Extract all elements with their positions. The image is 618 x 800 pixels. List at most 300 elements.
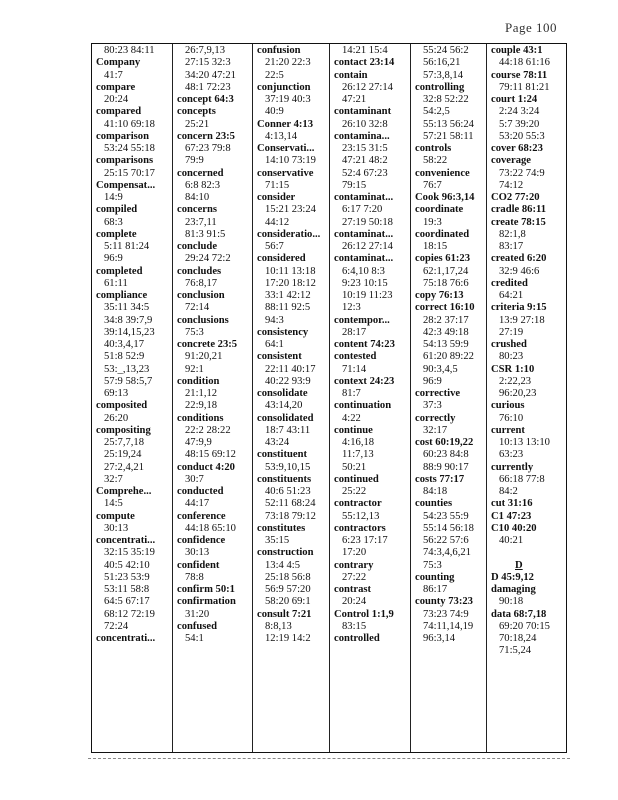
page-ref: 6:17 7:20 [342,204,383,216]
page-number: Page 100 [505,20,558,35]
index-entry: copy 76:13 [415,290,464,301]
index-entry: currently [491,461,534,473]
index-entry: conclusions [177,314,229,326]
page-ref: 54:23 55:9 [423,510,469,522]
page-ref: 14:10 73:19 [265,155,316,167]
index-entry: coordinate [415,204,464,216]
index-entry: context 24:23 [334,375,395,387]
page-ref: 44:12 [265,216,290,228]
index-column [486,44,568,752]
index-entry: Conner 4:13 [257,118,314,130]
page-ref: 55:12,13 [342,510,380,522]
page-ref: 14:21 15:4 [342,45,388,56]
page-ref: 96:9 [104,253,123,265]
index-entry: confusion [257,45,301,56]
index-entry: correct 16:10 [415,302,475,314]
page-ref: 53:20 55:3 [499,130,545,142]
index-entry: contrary [334,559,374,571]
page-ref: 32:9 46:6 [499,265,540,277]
page-ref: 96:3,14 [423,633,456,644]
page-ref: 27:19 [499,326,524,338]
page-ref: 74:12 [499,179,524,191]
index-entry: contempor... [334,314,390,326]
page-ref: 43:14,20 [265,400,303,412]
index-entry: court 1:24 [491,94,538,105]
index-entry: contaminant [334,106,392,118]
page-ref: 44:17 [185,498,210,510]
page-ref: 9:23 10:15 [342,277,388,289]
page-ref: 55:13 56:24 [423,118,474,130]
index-entry: contact 23:14 [334,57,395,69]
page-ref: 4:16,18 [342,437,375,448]
index-column [252,44,329,752]
page-ref: 37:3 [423,400,442,412]
index-entry: course 78:11 [491,69,548,81]
index-entry: considered [257,253,306,265]
index-entry: concrete 23:5 [177,339,238,350]
index-entry: contaminat... [334,192,394,203]
page-ref: 72:14 [185,302,210,314]
page-ref: 83:15 [342,620,367,632]
page-ref: 94:3 [265,314,284,326]
index-entry: consolidate [257,388,308,399]
page-ref: 47:21 48:2 [342,155,388,167]
index-entry: confident [177,559,220,571]
index-entry: counties [415,498,453,510]
page-ref: 74:3,4,6,21 [423,547,471,559]
page-ref: 56:9 57:20 [265,584,311,595]
index-entry: consider [257,192,296,203]
page-ref: 30:13 [104,522,129,534]
page-ref: 69:20 70:15 [499,620,550,632]
bottom-rule [88,758,570,759]
index-entry: confused [177,620,218,632]
index-entry: cut 31:16 [491,498,533,510]
index-entry: controls [415,143,452,154]
page-ref: 12:3 [342,302,361,314]
page-ref: 12:19 14:2 [265,633,311,644]
page-ref: 75:3 [423,559,442,571]
page-ref: 2:24 3:24 [499,106,540,118]
page-ref: 62:1,17,24 [423,265,469,277]
page-ref: 64:1 [265,339,284,350]
index-entry: cradle 86:11 [491,204,547,216]
index-column [92,44,177,752]
page-ref: 69:13 [104,388,129,399]
index-entry: cost 60:19,22 [415,437,474,448]
page-ref: 84:10 [185,192,210,203]
index-entry: coordinated [415,228,470,240]
page-ref: 23:15 31:5 [342,143,388,154]
page-ref: 14:5 [104,498,123,510]
page-ref: 40:3,4,17 [104,339,145,350]
page-ref: 20:24 [104,94,129,105]
page-ref: 26:7,9,13 [185,45,226,56]
index-entry: current [491,424,525,436]
index-entry: consideratio... [257,228,321,240]
index-entry: compare [96,81,136,93]
page-ref: 68:12 72:19 [104,608,155,620]
page-ref: 82:1,8 [499,228,526,240]
index-entry: crushed [491,339,527,350]
index-entry: concentrati... [96,535,156,546]
page-ref: 26:12 27:14 [342,241,393,252]
page-ref: 71:5,24 [499,645,532,657]
page-ref: 52:4 67:23 [342,167,388,179]
page-ref: 33:1 42:12 [265,290,311,301]
page-ref: 32:15 35:19 [104,547,155,559]
page-ref: 73:18 79:12 [265,510,316,522]
index-entry: curious [491,400,525,412]
page-ref: 96:20,23 [499,388,537,399]
page-ref: 86:17 [423,584,448,595]
page-ref: 5:7 39:20 [499,118,540,130]
page-ref: 29:24 72:2 [185,253,231,265]
page-ref: 78:8 [185,571,204,583]
page-ref [491,547,568,559]
index-entry: conclusion [177,290,225,301]
page-ref: 54:1 [185,633,204,644]
page-ref: 37:19 40:3 [265,94,311,105]
page-ref: 92:1 [185,363,204,375]
page-ref: 50:21 [342,461,367,473]
page-ref: 51:8 52:9 [104,351,145,363]
page-ref: 40:5 42:10 [104,559,150,571]
page-ref: 56:22 57:6 [423,535,469,546]
index-entry: C10 40:20 [491,522,537,534]
page-ref: 22:11 40:17 [265,363,316,375]
index-entry: compute [96,510,135,522]
page-ref: 88:11 92:5 [265,302,311,314]
page-ref: 28:2 37:17 [423,314,469,326]
index-entry: conservative [257,167,314,179]
page-ref: 75:3 [185,326,204,338]
page-ref: 48:1 72:23 [185,81,231,93]
page-ref: 13:9 27:18 [499,314,545,326]
page-ref: 71:14 [342,363,367,375]
page-ref: 43:24 [265,437,290,448]
index-entry: contractors [334,522,386,534]
page-ref: 79:9 [185,155,204,167]
index-entry: concern 23:5 [177,130,235,142]
page-ref: 39:14,15,23 [104,326,155,338]
page-ref: 25:19,24 [104,449,142,461]
page-ref: 21:1,12 [185,388,218,399]
page-ref: 19:3 [423,216,442,228]
index-column [410,44,486,752]
page-ref: 83:17 [499,241,524,252]
page-ref: 60:23 84:8 [423,449,469,461]
page-ref: 25:7,7,18 [104,437,145,448]
page-ref: 6:4,10 8:3 [342,265,385,277]
page-ref: 67:23 79:8 [185,143,231,154]
index-entry: Conservati... [257,143,315,154]
index-entry: confirmation [177,596,236,608]
page-ref: 27:15 32:3 [185,57,231,69]
index-entry: contamina... [334,130,390,142]
page-ref: 88:9 90:17 [423,461,469,473]
page-ref: 54:2,5 [423,106,450,118]
index-entry: Control 1:1,9 [334,608,394,620]
page-ref: 22:9,18 [185,400,218,412]
page-ref: 53:_,13,23 [104,363,150,375]
page-ref: 47:9,9 [185,437,212,448]
index-entry: create 78:15 [491,216,546,228]
index-entry: continue [334,424,373,436]
page-ref: 61:20 89:22 [423,351,474,363]
page-ref: 47:21 [342,94,367,105]
index-entry: convenience [415,167,470,179]
page-ref: 25:22 [342,486,367,497]
page-ref: 27:19 50:18 [342,216,393,228]
index-entry: couple 43:1 [491,45,543,56]
page-ref: 6:23 17:17 [342,535,388,546]
index-entry: confidence [177,535,226,546]
page-ref: 58:22 [423,155,448,167]
section-letter: D [515,559,523,571]
page-ref: 90:18 [499,596,524,608]
page-ref: 53:24 55:18 [104,143,155,154]
page-ref: 80:23 84:11 [104,45,155,56]
page-ref: 53:9,10,15 [265,461,311,473]
page-ref: 71:15 [265,179,290,191]
page-ref: 42:3 49:18 [423,326,469,338]
index-entry: counting [415,571,455,583]
page-ref: 17:20 18:12 [265,277,316,289]
index-entry: contractor [334,498,382,510]
index-entry: Comprehe... [96,486,152,497]
page-ref: 35:11 34:5 [104,302,150,314]
page-ref: 25:15 70:17 [104,167,155,179]
index-entry: consolidated [257,412,314,424]
page-ref: 17:20 [342,547,367,559]
index-entry: conduct 4:20 [177,461,235,473]
page-ref: 58:20 69:1 [265,596,311,608]
index-entry: consistency [257,326,309,338]
index-entry: complete [96,228,137,240]
index-entry: credited [491,277,528,289]
index-column [172,44,252,752]
page-ref: 31:20 [185,608,210,620]
page-ref: 14:9 [104,192,123,203]
page-ref: 70:18,24 [499,633,537,644]
index-table [91,43,567,753]
index-entry: contaminat... [334,253,394,265]
page-ref: 5:11 81:24 [104,241,150,252]
page-ref: 11:7,13 [342,449,374,461]
page-ref: 73:23 74:9 [423,608,469,620]
page-ref: 26:12 27:14 [342,81,393,93]
page-ref: 73:22 74:9 [499,167,545,179]
page-ref: 61:11 [104,277,128,289]
index-entry: continued [334,473,379,485]
page-ref: 40:22 93:9 [265,375,311,387]
index-entry: contaminat... [334,228,394,240]
page-ref: 21:20 22:3 [265,57,311,69]
index-entry: Compensat... [96,179,156,191]
index-entry: content 74:23 [334,339,395,350]
page-ref: 32:8 52:22 [423,94,469,105]
index-entry: CSR 1:10 [491,363,535,375]
page-ref: 64:21 [499,290,524,301]
page-ref: 74:11,14,19 [423,620,474,632]
index-entry: Company [96,57,141,69]
index-entry: concludes [177,265,222,277]
page-ref: 54:13 59:9 [423,339,469,350]
page-ref: 34:8 39:7,9 [104,314,153,326]
index-entry: comparison [96,130,149,142]
index-entry: correctly [415,412,456,424]
index-entry: concepts [177,106,216,118]
index-entry: cover 68:23 [491,143,543,154]
index-entry: county 73:23 [415,596,473,608]
index-entry: conjunction [257,81,311,93]
index-entry: constituents [257,473,312,485]
page-ref: 10:13 13:10 [499,437,550,448]
page-ref: 13:4 4:5 [265,559,301,571]
page-ref: 79:15 [342,179,367,191]
index-entry: concerned [177,167,224,179]
page-ref: 41:10 69:18 [104,118,155,130]
page-ref: 32:7 [104,473,123,485]
page-ref: 79:11 81:21 [499,81,550,93]
index-entry: D 45:9,12 [491,571,534,583]
index-entry: compositing [96,424,151,436]
index-entry: comparisons [96,155,154,167]
index-entry: concept 64:3 [177,94,234,105]
index-entry: compliance [96,290,148,301]
index-entry: contrast [334,584,372,595]
page-ref: 4:13,14 [265,130,298,142]
page-ref: 44:18 65:10 [185,522,236,534]
page-ref: 57:3,8,14 [423,69,464,81]
page-ref: 80:23 [499,351,524,363]
page-ref: 56:7 [265,241,284,252]
page-ref: 26:10 32:8 [342,118,388,130]
page-ref: 76:10 [499,412,524,424]
page-ref: 63:23 [499,449,524,461]
index-entry: corrective [415,388,461,399]
page-ref: 10:19 11:23 [342,290,393,301]
index-entry: concentrati... [96,633,156,644]
page-ref: 35:15 [265,535,290,546]
page-ref: 64:5 67:17 [104,596,150,608]
index-entry: completed [96,265,143,277]
page-ref: 81:3 91:5 [185,228,226,240]
index-entry: consistent [257,351,302,363]
page-ref: 30:7 [185,473,204,485]
page-ref: 22:5 [265,69,284,81]
index-entry: confirm 50:1 [177,584,235,595]
page-ref: 32:17 [423,424,448,436]
page-ref: 25:18 56:8 [265,571,311,583]
index-entry: continuation [334,400,392,412]
page-ref: 96:9 [423,375,442,387]
page-ref: 15:21 23:24 [265,204,316,216]
index-entry: controlling [415,81,465,93]
page-ref: 27:2,4,21 [104,461,145,473]
page-ref: 56:16,21 [423,57,461,69]
page-ref: 18:15 [423,241,448,252]
page-ref: 76:8,17 [185,277,218,289]
page-ref: 40:6 51:23 [265,486,311,497]
page-ref: 90:3,4,5 [423,363,458,375]
page-ref: 76:7 [423,179,442,191]
index-entry: compared [96,106,142,118]
page-ref: 6:8 82:3 [185,179,221,191]
page-ref: 81:7 [342,388,361,399]
index-entry: conducted [177,486,224,497]
page-ref: 4:22 [342,412,361,424]
index-entry: condition [177,375,220,387]
index-entry: consult 7:21 [257,608,312,620]
index-column [329,44,410,752]
page-ref: 20:24 [342,596,367,608]
page-ref: 2:22,23 [499,375,532,387]
index-entry: CO2 77:20 [491,192,540,203]
index-entry: copies 61:23 [415,253,471,265]
index-entry: composited [96,400,148,412]
index-entry: conditions [177,412,224,424]
page-ref: 51:23 53:9 [104,571,150,583]
index-entry: created 6:20 [491,253,547,265]
page-ref: 41:7 [104,69,123,81]
index-entry: criteria 9:15 [491,302,547,314]
page-ref: 27:22 [342,571,367,583]
index-entry: data 68:7,18 [491,608,547,620]
page-ref: 25:21 [185,118,210,130]
page-ref: 23:7,11 [185,216,217,228]
page-ref: 28:17 [342,326,367,338]
page-ref: 52:11 68:24 [265,498,316,510]
page-ref: 10:11 13:18 [265,265,316,277]
page-ref: 18:7 43:11 [265,424,311,436]
page-ref: 57:9 58:5,7 [104,375,153,387]
page-ref: 26:20 [104,412,129,424]
page-ref: 34:20 47:21 [185,69,236,81]
page-ref: 57:21 58:11 [423,130,474,142]
index-entry: constituent [257,449,308,461]
page-ref: 40:21 [499,535,524,546]
page-ref: 68:3 [104,216,123,228]
index-entry: damaging [491,584,536,595]
page-ref: 40:9 [265,106,284,118]
page-ref: 91:20,21 [185,351,223,363]
index-entry: contested [334,351,377,363]
page-ref: 55:24 56:2 [423,45,469,56]
page-ref: 66:18 77:8 [499,473,545,485]
index-entry: constitutes [257,522,306,534]
index-entry: compiled [96,204,138,216]
index-entry: coverage [491,155,531,167]
page-ref: 84:18 [423,486,448,497]
index-entry: C1 47:23 [491,510,532,522]
page-ref: 55:14 56:18 [423,522,474,534]
index-entry: concerns [177,204,218,216]
page-ref: 30:13 [185,547,210,559]
index-entry: conclude [177,241,218,252]
page-ref: 72:24 [104,620,129,632]
page-ref: 22:2 28:22 [185,424,231,436]
index-entry: costs 77:17 [415,473,465,485]
index-entry: conference [177,510,226,522]
page-ref: 48:15 69:12 [185,449,236,461]
page-ref: 75:18 76:6 [423,277,469,289]
index-entry: Cook 96:3,14 [415,192,475,203]
page-ref: 53:11 58:8 [104,584,150,595]
index-entry: contain [334,69,368,81]
page-ref: 44:18 61:16 [499,57,550,69]
